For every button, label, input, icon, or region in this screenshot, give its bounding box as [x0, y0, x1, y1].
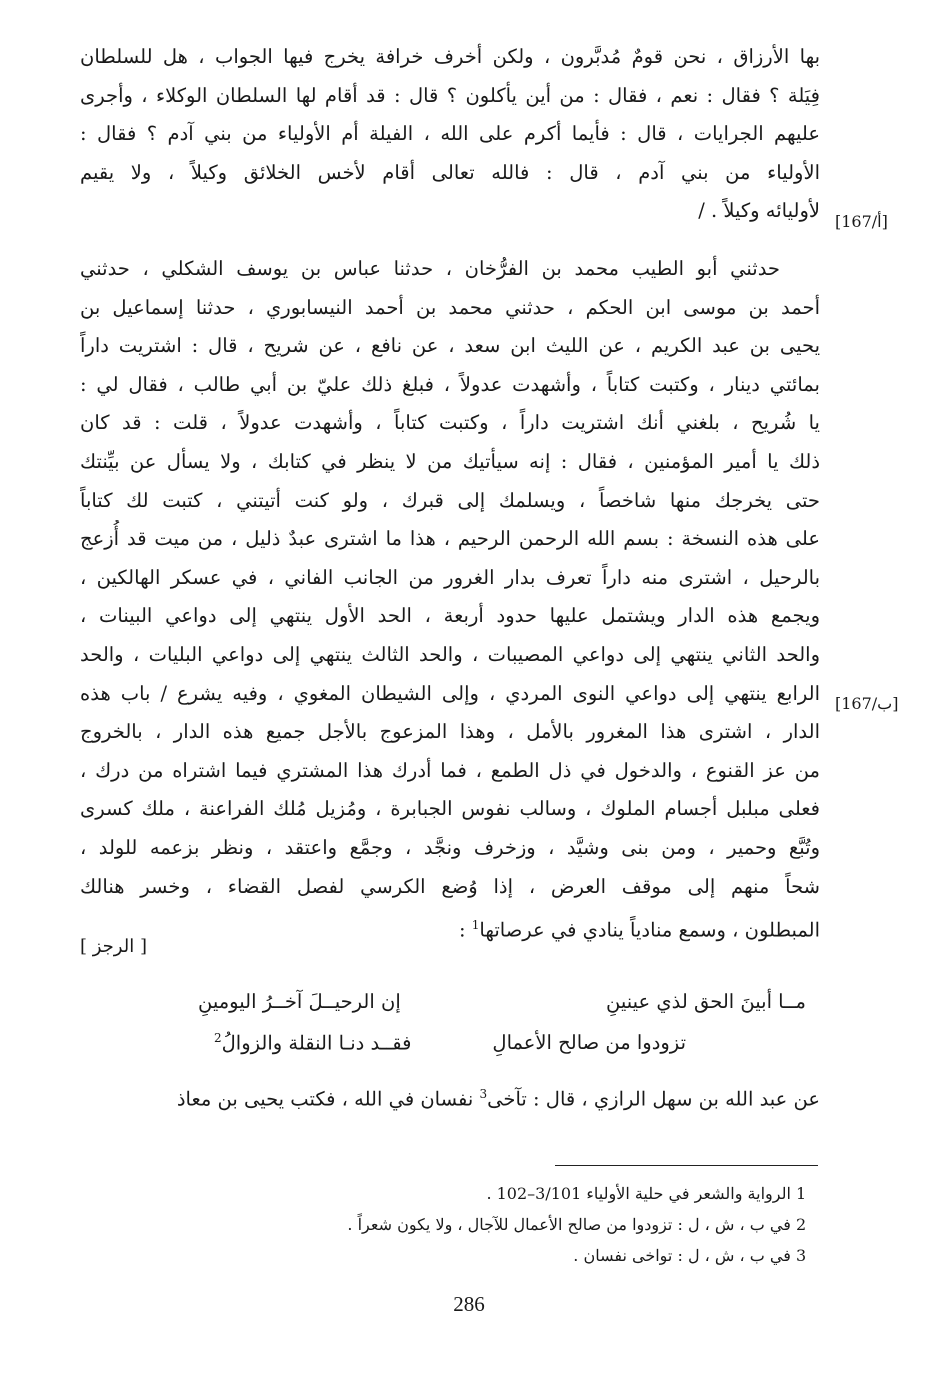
footnote	[260, 1243, 820, 1269]
text-line: أحمد بن موسى ابن الحكم ، حدثني محمد بن أحمد النيسابوري ، حدثنا إسماعيل بن	[80, 295, 820, 319]
text-line: شحاً منهم إلى موقف العرض ، إذا وُضع الكرسي لفصل القضاء ، وخسر هنالك	[80, 874, 820, 898]
text-line: بمائتي دينار ، وكتبت كتاباً ، وأشهدت عدولاً ، فبلغ ذلك عليّ بن أبي طالب ، فقال لي :	[80, 372, 820, 396]
verse-hemistich	[214, 1031, 411, 1055]
paragraph-2	[80, 250, 820, 945]
text-line: وتُبَّع وحمير ، ومن بنى وشيَّد ، وزخرف ونجَّد ، وجمَّع واعتقد ، ونظر بزعمه للولد ،	[80, 835, 820, 859]
text-line: يا شُريح ، بلغني أنك اشتريت داراً ، وكتبت كتاباً ، وأشهدت عدولاً ، قلت : قد كان	[80, 411, 820, 435]
margin-folio-note: [167/ب]	[835, 694, 899, 713]
footnote-ref: 1	[471, 918, 480, 933]
verse-hemistich: مــا أبينَ الحق لذي عينينِ	[606, 990, 806, 1013]
text-line: على هذه النسخة : بسم الله الرحمن الرحيم ، هذا ما اشترى عبدٌ ذليل ، من ميت قد أُزعج	[80, 527, 820, 551]
margin-folio-note: [167/أ]	[835, 212, 888, 231]
paragraph-3	[80, 1075, 820, 1114]
footnote-text: في ب ، ش ، ل : تواخى نفسان .	[573, 1246, 791, 1265]
text-line: بالرحيل ، اشترى منه داراً تعرف بدار الغرور من الجانب الفاني ، في عسكر الهالكين ،	[80, 565, 820, 589]
verse-hemistich: تزودوا من صالح الأعمالِ	[492, 1031, 686, 1054]
text-line	[80, 906, 820, 945]
text-line: بها الأرزاق ، نحن قومٌ مُدبَّرون ، ولكن أخرف خرافة يخرج فيها الجواب ، هل للسلطان	[80, 45, 820, 68]
text-line: من عز القنوع ، والدخول في ذل الطمع ، فما أدرك هذا المشتري فيما اشتراه من درك ،	[80, 758, 820, 782]
text-line: والحد الثاني ينتهي إلى دواعي المصيبات ، والحد الثالث ينتهي إلى دواعي البليات ، والحد	[80, 642, 820, 666]
verse-hemistich: إن الرحيــلَ آخــرُ اليومينِ	[198, 990, 401, 1013]
footnote	[260, 1212, 820, 1238]
footnote-text: الرواية والشعر في حلية الأولياء 3/101–102 .	[486, 1184, 791, 1203]
text-line: فعلى مبلبل أجسام الملوك ، وسالب نفوس الجبابرة ، ومُزيل مُلك الفراعنة ، ملك كسرى	[80, 797, 820, 821]
footnote-text: في ب ، ش ، ل : تزودوا من صالح الأعمال للآجال ، ولا يكون شعراً .	[347, 1215, 791, 1234]
verse-text: فقــد دنـا النقلة والزوالُ	[221, 1031, 412, 1055]
footnote-number: 3	[796, 1246, 807, 1265]
text-line	[80, 1075, 820, 1114]
text-line: الأولياء من بني آدم ، قال : فالله تعالى أقام لأخس الخلائق وكيلاً ، ولا يقيم	[80, 160, 820, 184]
text-line: لأوليائه وكيلاً . /	[698, 199, 820, 223]
text-line: عليهم الجرايات ، قال : فأيما أكرم على الله ، الفيلة أم الأولياء من بني آدم ؟ فقال :	[80, 122, 820, 146]
meter-label: [ الرجز ]	[80, 936, 147, 957]
footnote-ref: 2	[214, 1031, 222, 1045]
text-line: فِيَلة ؟ فقال : نعم ، فقال : من أين يأكلون ؟ قال : قد أقام لها السلطان الوكلاء ، وأجرى	[80, 83, 820, 107]
verse-intro-text: المبطلون ، وسمع منادياً ينادي في عرصاتها	[479, 918, 820, 942]
verse-intro-colon: :	[458, 918, 472, 942]
footnote-separator	[555, 1165, 818, 1166]
footnote-ref: 3	[479, 1087, 488, 1101]
text-line: ويجمع هذه الدار ويشتمل عليها حدود أربعة ، الحد الأول ينتهي إلى دواعي البينات ،	[80, 604, 820, 628]
text-line: يحيى بن عبد الكريم ، عن الليث ابن سعد ، عن نافع ، عن شريح ، قال : اشتريت داراً	[80, 334, 820, 358]
page-number: 286	[453, 1292, 485, 1316]
text-line: ذلك يا أمير المؤمنين ، فقال : إنه سيأتيك من لا ينظر في كتابك ، ولا يسأل عن بيِّنتك	[80, 449, 820, 473]
text-line: الرابع ينتهي إلى دواعي النوى المردي ، وإلى الشيطان المغوي ، وفيه يشرع / باب هذه	[80, 681, 820, 705]
text-line: حتى يخرجك منها شاخصاً ، ويسلمك إلى قبرك ، ولو كنت أتيتني ، كتبت لك كتاباً	[80, 488, 820, 512]
paragraph-3-text-end: نفسان في الله ، فكتب يحيى بن معاذ	[176, 1087, 480, 1111]
footnote-number: 1	[796, 1184, 807, 1203]
footnote-number: 2	[796, 1215, 807, 1234]
footnote	[260, 1181, 820, 1207]
paragraph-1	[80, 38, 820, 231]
paragraph-3-text-start: عن عبد الله بن سهل الرازي ، قال : تآخى	[487, 1087, 820, 1111]
text-line: حدثني أبو الطيب محمد بن الفرُّخان ، حدثنا عباس بن يوسف الشكلي ، حدثني	[80, 257, 780, 280]
text-line: الدار ، اشترى هذا المغرور بالأمل ، وهذا المزعوج بالأجل جميع هذه الدار ، بالخروج	[80, 720, 820, 744]
